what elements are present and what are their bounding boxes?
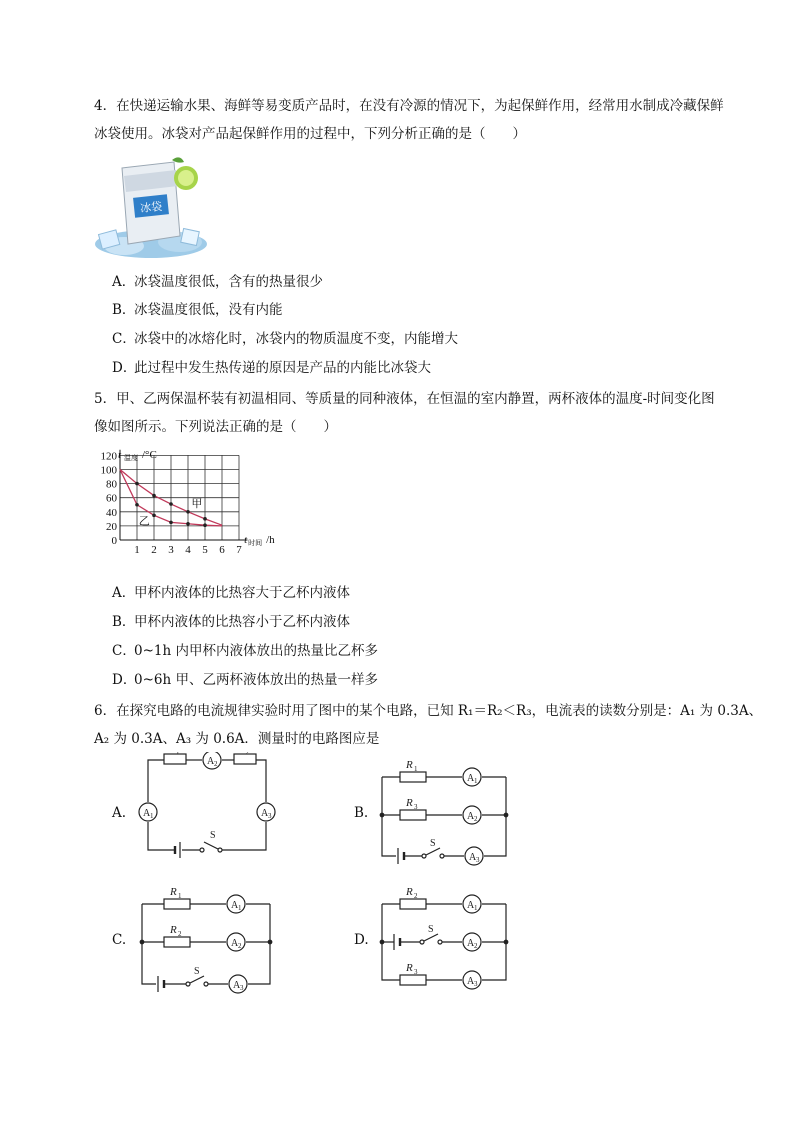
svg-text:R: R [170,924,177,936]
q6-option-a-label[interactable]: A. [112,805,127,821]
data-point [135,503,139,507]
y-tick-label: 80 [106,478,117,491]
svg-text:1: 1 [238,904,242,912]
q6-stem-line2: A₂ 为 0.3A、A₃ 为 0.6A．测量时的电路图应是 [94,731,380,747]
svg-text:A: A [231,938,239,949]
y-axis-label-main: t [118,449,122,461]
svg-text:A: A [207,756,215,767]
y-tick-label: 0 [111,535,117,547]
svg-text:A: A [467,773,475,784]
q5-stem-line1: 5．甲、乙两保温杯装有初温相同、等质量的同种液体，在恒温的室内静置，两杯液体的温度-时间变化图 [94,391,715,407]
data-point [186,522,190,526]
svg-text:1: 1 [474,777,478,785]
svg-text:S: S [430,838,436,849]
x-axis-label-main: t [244,534,248,546]
svg-text:1: 1 [474,904,478,912]
svg-text:A: A [231,900,239,911]
data-point [203,523,207,527]
y-tick-label: 60 [106,492,117,505]
temperature-time-chart [86,448,286,574]
svg-text:1: 1 [176,752,180,756]
circuit-b[interactable] [376,752,516,870]
svg-text:2: 2 [178,930,182,938]
svg-text:R [237,752,245,754]
svg-text:2: 2 [474,942,478,950]
x-tick-label: 2 [151,544,157,556]
q4-option-d[interactable]: D．此过程中发生热传递的原因是产品的内能比冰袋大 [112,360,431,376]
svg-text:A: A [467,938,475,949]
y-axis-label-sub: 温度 [124,454,138,462]
svg-text:R: R [406,759,413,771]
svg-text:1: 1 [414,765,418,773]
series-label-jia: 甲 [191,497,203,510]
q5-option-b[interactable]: B．甲杯内液体的比热容小于乙杯内液体 [112,614,350,630]
q4-stem-line1: 4．在快递运输水果、海鲜等易变质产品时，在没有冷源的情况下，为起保鲜作用，经常用水制成冷藏保鲜 [94,98,724,114]
svg-text:2: 2 [414,892,418,900]
y-tick-label: 100 [100,464,117,477]
x-axis-label-unit: /h [266,534,275,546]
y-tick-label: 120 [100,450,117,463]
svg-text:S: S [210,830,216,841]
q6-option-c-label[interactable]: C. [112,932,127,948]
data-point [186,510,190,514]
svg-text:A: A [467,900,475,911]
data-point [152,514,156,518]
svg-text:A: A [467,811,475,822]
q6-option-d-label[interactable]: D. [354,932,369,948]
svg-text:2: 2 [246,752,250,756]
svg-text:A: A [143,808,151,819]
x-tick-label: 7 [236,544,242,556]
svg-text:R [167,752,175,754]
circuit-d[interactable] [376,876,516,994]
x-axis-label-sub: 时间 [248,539,263,547]
circuit-c[interactable] [134,876,284,994]
svg-text:3: 3 [240,984,244,992]
q5-option-d[interactable]: D．0~6h 甲、乙两杯液体放出的热量一样多 [112,672,378,688]
svg-text:1: 1 [178,892,182,900]
x-tick-label: 6 [219,544,225,556]
svg-text:2: 2 [238,942,242,950]
q5-option-a[interactable]: A．甲杯内液体的比热容大于乙杯内液体 [112,585,350,601]
q6-option-b-label[interactable]: B. [354,805,369,821]
svg-text:A: A [261,808,269,819]
series-label-yi: 乙 [138,515,150,528]
x-tick-label: 3 [168,544,174,556]
y-axis-label-unit: /°C [142,449,157,461]
x-tick-label: 1 [134,544,140,556]
data-point [169,521,173,525]
x-tick-label: 5 [202,544,208,556]
q6-stem-line1: 6．在探究电路的电流规律实验时用了图中的某个电路，已知 R₁＝R₂＜R₃，电流表的读数分别是：A₁ 为 0.3A、 [94,703,763,719]
ice-bag-label: 冰袋 [139,200,163,216]
q4-option-b[interactable]: B．冰袋温度很低，没有内能 [112,302,283,318]
data-point [169,502,173,506]
svg-text:3: 3 [414,968,418,976]
svg-text:A: A [469,852,477,863]
svg-text:2: 2 [214,760,218,768]
ice-bag-image [94,152,208,260]
svg-text:1: 1 [150,812,154,820]
svg-text:R: R [406,962,413,974]
svg-text:R: R [406,797,413,809]
svg-text:S: S [194,966,200,977]
q5-option-c[interactable]: C．0~1h 内甲杯内液体放出的热量比乙杯多 [112,643,378,659]
q4-option-a[interactable]: A．冰袋温度很低，含有的热量很少 [112,274,323,290]
data-point [203,517,207,521]
y-tick-label: 40 [106,506,117,519]
svg-text:A: A [467,976,475,987]
svg-text:2: 2 [474,815,478,823]
y-tick-label: 20 [106,520,117,533]
q4-option-c[interactable]: C．冰袋中的冰熔化时，冰袋内的物质温度不变，内能增大 [112,331,458,347]
circuit-a[interactable] [134,752,284,860]
svg-text:3: 3 [268,812,272,820]
svg-text:3: 3 [476,856,480,864]
svg-text:3: 3 [414,803,418,811]
svg-text:S: S [428,924,434,935]
svg-text:A: A [233,980,241,991]
data-point [135,482,139,486]
svg-text:R: R [406,886,413,898]
svg-text:3: 3 [474,980,478,988]
q4-stem-line2: 冰袋使用。冰袋对产品起保鲜作用的过程中，下列分析正确的是（ ） [94,126,526,142]
q5-stem-line2: 像如图所示。下列说法正确的是（ ） [94,419,337,435]
data-point [152,494,156,498]
svg-text:R: R [170,886,177,898]
x-tick-label: 4 [185,544,191,556]
